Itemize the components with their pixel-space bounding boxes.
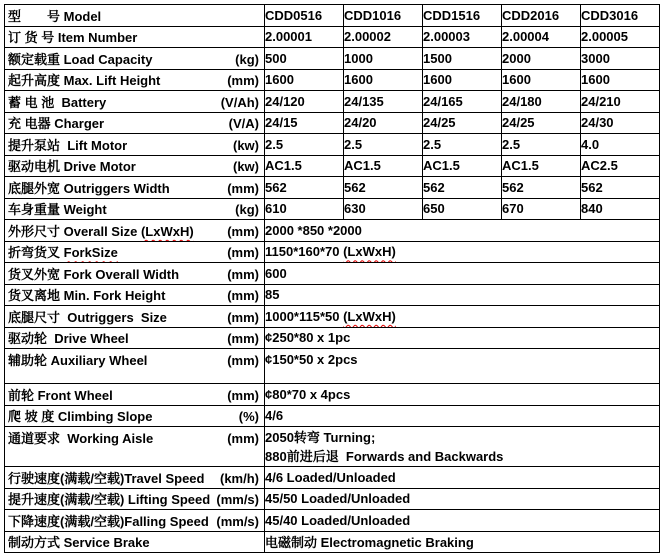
spec-value-weight-model1: 610: [265, 198, 344, 220]
unit-fork-overall-width: (mm): [227, 266, 259, 282]
parameter-name: [8, 113, 104, 132]
spec-value-front-wheel: [265, 384, 660, 406]
text-segment: 辅助轮 Auxiliary Wheel: [8, 353, 148, 368]
spec-row-drive-wheel: [5, 327, 660, 349]
spec-row-drive-motor: [5, 155, 660, 177]
unit-auxiliary-wheel: (mm): [227, 353, 259, 368]
spec-value-load-capacity-model5: 3000: [581, 48, 660, 70]
spec-label-fork-overall-width: [5, 263, 265, 285]
parameter-name: [8, 70, 160, 89]
spec-row-min-fork-height: [5, 284, 660, 306]
spec-label-falling-speed: [5, 510, 265, 532]
spec-value-outriggers-width-model3: 562: [423, 177, 502, 199]
spec-value-service-brake: [265, 531, 660, 553]
spec-row-item-number: [5, 26, 660, 48]
text-segment: 通道要求 Working Aisle: [8, 431, 154, 446]
text-segment: 订 货 号 Item Number: [8, 30, 138, 46]
label-row-layout: [5, 307, 264, 326]
parameter-name: [8, 6, 101, 25]
parameter-name: [8, 49, 152, 68]
label-row-layout: [5, 468, 264, 487]
spec-value-weight-model3: 650: [423, 198, 502, 220]
text-segment: 2050转弯 Turning;: [265, 430, 376, 445]
label-row-layout: [5, 242, 264, 261]
value-line: [265, 350, 659, 369]
spec-label-auxiliary-wheel: [5, 349, 265, 384]
text-segment: 1150*160*70: [265, 244, 344, 260]
parameter-name: [8, 178, 170, 197]
text-segment: 4/6: [265, 408, 284, 424]
label-row-layout: [5, 532, 264, 551]
label-row-layout: [5, 511, 264, 530]
text-segment: 车身重量 Weight: [8, 202, 107, 218]
text-segment: ¢250*80 x 1pc: [265, 330, 351, 346]
text-segment: 额定载重 Load Capacity: [8, 51, 153, 67]
value-line: [265, 408, 659, 423]
spec-value-drive-motor-model4: AC1.5: [502, 155, 581, 177]
value-line: [265, 330, 659, 345]
spec-value-load-capacity-model2: 1000: [344, 48, 423, 70]
unit-drive-motor: (kw): [233, 159, 259, 175]
label-row-layout: [5, 49, 264, 68]
text-segment: 驱动轮 Drive Wheel: [8, 331, 129, 347]
text-segment: 驱动电机 Drive Motor: [8, 159, 136, 175]
spec-value-drive-motor-model2: AC1.5: [344, 155, 423, 177]
text-segment: 电磁制动 Electromagnetic Braking: [265, 535, 474, 551]
spec-row-outriggers-size: [5, 306, 660, 328]
spec-value-load-capacity-model1: 500: [265, 48, 344, 70]
text-segment: 制动方式 Service Brake: [8, 535, 150, 551]
spec-label-min-fork-height: [5, 284, 265, 306]
parameter-name: [8, 242, 118, 261]
spec-value-max-lift-height-model5: 1600: [581, 69, 660, 91]
unit-load-capacity: (kg): [235, 51, 259, 67]
spec-value-charger-model4: 24/25: [502, 112, 581, 134]
spec-value-battery-model3: 24/165: [423, 91, 502, 113]
text-segment: 4/6 Loaded/Unloaded: [265, 469, 396, 485]
unit-drive-wheel: (mm): [227, 331, 259, 347]
spec-row-lift-motor: [5, 134, 660, 156]
spec-value-climbing-slope: [265, 405, 660, 427]
label-row-layout: [5, 92, 264, 111]
value-line: [265, 428, 659, 447]
spec-value-fork-overall-width: [265, 263, 660, 285]
spec-label-climbing-slope: [5, 405, 265, 427]
label-row-layout: [5, 285, 264, 304]
parameter-name: [8, 468, 204, 487]
spec-value-working-aisle: [265, 427, 660, 467]
parameter-name: [8, 350, 147, 369]
spec-value-model-model5: CDD3016: [581, 5, 660, 27]
spec-value-lift-motor-model1: 2.5: [265, 134, 344, 156]
text-segment: ¢150*50 x 2pcs: [265, 352, 358, 367]
parameter-name: [8, 156, 136, 175]
spec-value-weight-model5: 840: [581, 198, 660, 220]
spec-label-working-aisle: [5, 427, 265, 467]
parameter-name: [8, 532, 150, 551]
text-segment: 外形尺寸 Overall Size: [8, 223, 141, 239]
spec-label-drive-motor: [5, 155, 265, 177]
misspelled-text: ForkSize: [63, 245, 118, 261]
value-line: [265, 244, 659, 259]
spec-value-lift-motor-model3: 2.5: [423, 134, 502, 156]
spec-value-outriggers-width-model2: 562: [344, 177, 423, 199]
text-segment: 型 号 Model: [8, 8, 102, 24]
spec-table-body: [5, 5, 660, 553]
spec-row-working-aisle: [5, 427, 660, 467]
spec-label-lifting-speed: [5, 488, 265, 510]
unit-lifting-speed: (mm/s): [216, 492, 259, 508]
misspelled-text: (LxWxH): [140, 223, 194, 239]
spec-label-travel-speed: [5, 467, 265, 489]
value-line: [265, 266, 659, 281]
text-segment: 起升高度 Max. Lift Height: [8, 73, 161, 89]
spec-value-drive-motor-model3: AC1.5: [423, 155, 502, 177]
label-row-layout: [5, 350, 264, 369]
text-segment: 底腿尺寸 Outriggers Size: [8, 309, 167, 325]
label-row-layout: [5, 328, 264, 347]
parameter-name: [8, 285, 165, 304]
value-line: [265, 532, 659, 551]
unit-max-lift-height: (mm): [227, 73, 259, 89]
spec-value-item-number-model5: 2.00005: [581, 26, 660, 48]
unit-weight: (kg): [235, 202, 259, 218]
spec-label-weight: [5, 198, 265, 220]
spec-label-max-lift-height: [5, 69, 265, 91]
spec-label-overall-size: [5, 220, 265, 242]
spec-row-outriggers-width: [5, 177, 660, 199]
spec-value-item-number-model2: 2.00002: [344, 26, 423, 48]
text-segment: 底腿外宽 Outriggers Width: [8, 180, 170, 196]
spec-value-model-model4: CDD2016: [502, 5, 581, 27]
value-line: [265, 387, 659, 402]
misspelled-text: (LxWxH): [343, 308, 396, 324]
spec-label-fork-size: [5, 241, 265, 263]
unit-lift-motor: (kw): [233, 137, 259, 153]
spec-row-fork-size: [5, 241, 660, 263]
spec-value-battery-model1: 24/120: [265, 91, 344, 113]
spec-label-battery: [5, 91, 265, 113]
spec-value-min-fork-height: [265, 284, 660, 306]
parameter-name: [8, 221, 194, 240]
spec-row-front-wheel: [5, 384, 660, 406]
unit-charger: (V/A): [228, 116, 259, 132]
spec-row-service-brake: [5, 531, 660, 553]
spec-value-auxiliary-wheel: [265, 349, 660, 384]
spec-row-climbing-slope: [5, 405, 660, 427]
value-line: [265, 287, 659, 302]
label-row-layout: [5, 199, 264, 218]
label-row-layout: [5, 156, 264, 175]
text-segment: 下降速度(满载/空载)Falling Speed: [8, 513, 209, 529]
spec-label-outriggers-size: [5, 306, 265, 328]
spec-value-max-lift-height-model3: 1600: [423, 69, 502, 91]
spec-value-max-lift-height-model1: 1600: [265, 69, 344, 91]
unit-climbing-slope: (%): [238, 409, 259, 425]
text-segment: 提升速度(满载/空载) Lifting Speed: [8, 492, 211, 508]
unit-falling-speed: (mm/s): [216, 513, 259, 529]
spec-value-travel-speed: [265, 467, 660, 489]
spec-row-auxiliary-wheel: [5, 349, 660, 384]
spec-value-charger-model5: 24/30: [581, 112, 660, 134]
unit-travel-speed: (km/h): [220, 470, 259, 486]
unit-min-fork-height: (mm): [227, 288, 259, 304]
text-segment: 前轮 Front Wheel: [8, 387, 113, 403]
spec-value-lift-motor-model2: 2.5: [344, 134, 423, 156]
parameter-name: [8, 307, 167, 326]
spec-row-battery: [5, 91, 660, 113]
parameter-name: [8, 328, 129, 347]
spec-value-drive-motor-model5: AC2.5: [581, 155, 660, 177]
spec-value-item-number-model4: 2.00004: [502, 26, 581, 48]
unit-battery: (V/Ah): [220, 94, 259, 110]
text-segment: 提升泵站 Lift Motor: [8, 137, 128, 153]
spec-value-battery-model5: 24/210: [581, 91, 660, 113]
spec-value-max-lift-height-model2: 1600: [344, 69, 423, 91]
parameter-name: [8, 511, 209, 530]
unit-outriggers-size: (mm): [227, 309, 259, 325]
label-row-layout: [5, 70, 264, 89]
parameter-name: [8, 27, 137, 46]
spec-label-outriggers-width: [5, 177, 265, 199]
spec-value-load-capacity-model3: 1500: [423, 48, 502, 70]
spec-table: [4, 4, 660, 553]
text-segment: 1000*115*50: [265, 308, 344, 324]
text-segment: 行驶速度(满载/空载)Travel Speed: [8, 470, 205, 486]
unit-outriggers-width: (mm): [227, 180, 259, 196]
unit-front-wheel: (mm): [227, 387, 259, 403]
label-row-layout: [5, 27, 264, 46]
spec-value-weight-model2: 630: [344, 198, 423, 220]
spec-value-charger-model1: 24/15: [265, 112, 344, 134]
misspelled-text: (LxWxH): [343, 244, 396, 260]
value-line: [265, 309, 659, 324]
text-segment: 85: [265, 287, 280, 303]
parameter-name: [8, 406, 152, 425]
spec-value-lift-motor-model5: 4.0: [581, 134, 660, 156]
spec-row-falling-speed: [5, 510, 660, 532]
spec-value-battery-model2: 24/135: [344, 91, 423, 113]
unit-overall-size: (mm): [227, 223, 259, 239]
spec-value-falling-speed: [265, 510, 660, 532]
text-segment: ¢80*70 x 4pcs: [265, 386, 351, 402]
spec-label-drive-wheel: [5, 327, 265, 349]
spec-label-load-capacity: [5, 48, 265, 70]
spec-value-fork-size: [265, 241, 660, 263]
parameter-name: [8, 92, 106, 111]
spec-value-drive-wheel: [265, 327, 660, 349]
spec-value-battery-model4: 24/180: [502, 91, 581, 113]
label-row-layout: [5, 385, 264, 404]
parameter-name: [8, 264, 179, 283]
parameter-name: [8, 428, 153, 447]
spec-row-charger: [5, 112, 660, 134]
text-segment: 2000 *850 *2000: [265, 222, 362, 238]
spec-value-model-model3: CDD1516: [423, 5, 502, 27]
spec-label-model: [5, 5, 265, 27]
spec-value-weight-model4: 670: [502, 198, 581, 220]
spec-value-max-lift-height-model4: 1600: [502, 69, 581, 91]
text-segment: 货叉离地 Min. Fork Height: [8, 288, 166, 304]
spec-row-fork-overall-width: [5, 263, 660, 285]
spec-row-weight: [5, 198, 660, 220]
spec-row-model: [5, 5, 660, 27]
text-segment: 充 电器 Charger: [8, 116, 105, 132]
spec-row-load-capacity: [5, 48, 660, 70]
spec-value-overall-size: [265, 220, 660, 242]
text-segment: 45/40 Loaded/Unloaded: [265, 512, 411, 528]
value-line: [265, 491, 659, 506]
value-line: [265, 223, 659, 238]
label-row-layout: [5, 264, 264, 283]
label-row-layout: [5, 135, 264, 154]
spec-value-charger-model2: 24/20: [344, 112, 423, 134]
label-row-layout: [5, 221, 264, 240]
unit-working-aisle: (mm): [227, 431, 259, 446]
spec-value-lifting-speed: [265, 488, 660, 510]
spec-value-drive-motor-model1: AC1.5: [265, 155, 344, 177]
spec-row-overall-size: [5, 220, 660, 242]
text-segment: 880前进后退 Forwards and Backwards: [265, 449, 504, 464]
text-segment: 蓄 电 池 Battery: [8, 94, 107, 110]
parameter-name: [8, 135, 127, 154]
parameter-name: [8, 199, 107, 218]
spec-value-outriggers-width-model4: 562: [502, 177, 581, 199]
spec-value-load-capacity-model4: 2000: [502, 48, 581, 70]
value-line: [265, 470, 659, 485]
text-segment: 45/50 Loaded/Unloaded: [265, 491, 411, 507]
spec-value-model-model1: CDD0516: [265, 5, 344, 27]
spec-value-model-model2: CDD1016: [344, 5, 423, 27]
unit-fork-size: (mm): [227, 245, 259, 261]
text-segment: 货叉外宽 Fork Overall Width: [8, 266, 180, 282]
label-row-layout: [5, 406, 264, 425]
label-row-layout: [5, 489, 264, 508]
spec-row-max-lift-height: [5, 69, 660, 91]
label-row-layout: [5, 113, 264, 132]
value-line: [265, 447, 659, 466]
parameter-name: [8, 385, 113, 404]
label-row-layout: [5, 178, 264, 197]
spec-label-lift-motor: [5, 134, 265, 156]
spec-label-front-wheel: [5, 384, 265, 406]
spec-label-charger: [5, 112, 265, 134]
spec-value-outriggers-width-model1: 562: [265, 177, 344, 199]
spec-label-service-brake: [5, 531, 265, 553]
spec-value-item-number-model1: 2.00001: [265, 26, 344, 48]
text-segment: 折弯货叉: [8, 245, 64, 261]
spec-row-lifting-speed: [5, 488, 660, 510]
label-row-layout: [5, 6, 264, 25]
spec-label-item-number: [5, 26, 265, 48]
spec-value-lift-motor-model4: 2.5: [502, 134, 581, 156]
document-page: [4, 4, 660, 553]
text-segment: 爬 坡 度 Climbing Slope: [8, 409, 153, 425]
parameter-name: [8, 489, 210, 508]
value-line: [265, 513, 659, 528]
spec-value-charger-model3: 24/25: [423, 112, 502, 134]
label-row-layout: [5, 428, 264, 447]
spec-value-outriggers-width-model5: 562: [581, 177, 660, 199]
text-segment: 600: [265, 265, 287, 281]
spec-value-outriggers-size: [265, 306, 660, 328]
spec-value-item-number-model3: 2.00003: [423, 26, 502, 48]
spec-row-travel-speed: [5, 467, 660, 489]
